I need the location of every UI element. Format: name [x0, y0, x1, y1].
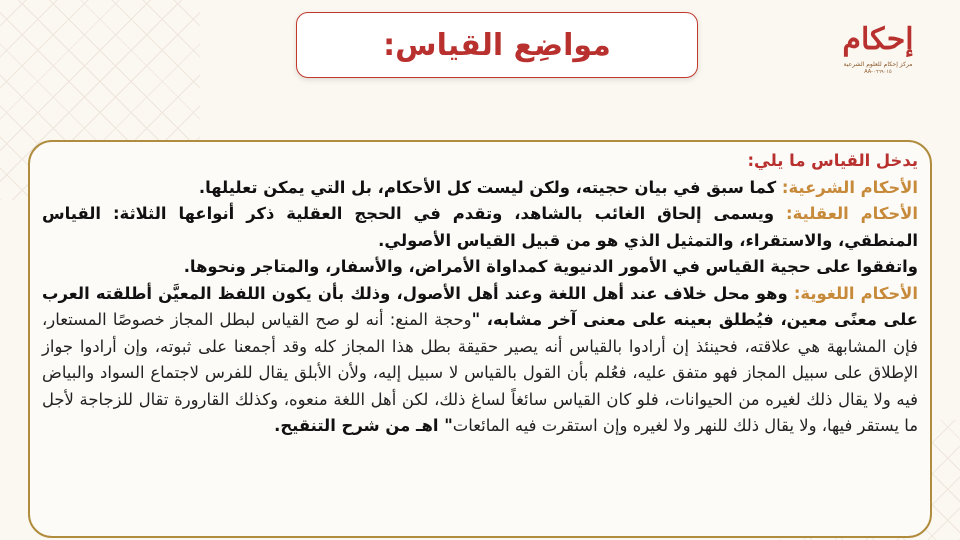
- content-heading: يدخل القياس ما يلي:: [747, 151, 918, 170]
- logo-number: AA-٠٦٦٩٠١٥: [864, 69, 892, 75]
- text-worldly-matters: واتفقوا على حجية القياس في الأمور الدنيوية كمداواة الأمراض، والأسفار، والمتاجر ونحوها.: [183, 257, 918, 276]
- label-linguistic-rulings: الأحكام اللغوية:: [793, 283, 918, 303]
- logo: [842, 20, 914, 96]
- logo-mark: إحكام: [842, 22, 914, 57]
- paragraph-linguistic-rulings: [42, 281, 918, 440]
- label-rational-rulings: الأحكام العقلية:: [786, 204, 918, 223]
- logo-subtitle: مركز إحكام للعلوم الشرعية: [843, 61, 913, 68]
- slide-title: مواضِع القياس:: [383, 27, 611, 63]
- quote-prohibition-argument: وحجة المنع: أنه لو صح القياس لبطل المجاز خصوصًا المستعار، فإن المشابهة هي علاقته، فحينئذ إن أرادوا بالقياس أنه يصير حقيقة بطل هذا المجاز كله وقد أجمعنا على ثبوته، وإن أرادوا جواز الإطلاق على سبيل المجاز فهو متفق عليه، فعُلم بأن القول بالقياس لا سبيل إليه، ولأن الأبلق يقال للفرس لاجتماع السواد والبياض فيه ولا يقال ذلك لغيره من الحيوانات، فلو كان القياس سائغاً لساغ ذلك، لكن أهل اللغة منعوه، وكذلك القارورة تقال للزجاجة لأجل ما يستقر فيها، ولا يقال ذلك للنهر ولا لغيره وإن استقرت فيه المائعات: [42, 310, 918, 435]
- paragraph-legal-rulings: [42, 175, 918, 202]
- title-box: [296, 12, 698, 78]
- paragraph-rational-rulings: [42, 201, 918, 254]
- content-box: [28, 140, 932, 538]
- quote-source: " اهـ من شرح التنقيح.: [274, 416, 453, 435]
- paragraph-worldly-matters: [42, 254, 918, 281]
- text-legal-rulings: كما سبق في بيان حجيته، ولكن ليست كل الأحكام، بل التي يمكن تعليلها.: [198, 177, 782, 197]
- content-heading-para: [42, 148, 918, 175]
- text-rational-rulings: ويسمى إلحاق الغائب بالشاهد، وتقدم في الحجج العقلية ذكر أنواعها الثلاثة: القياس المنطقي، والاستقراء، والتمثيل الذي هو من قبيل القياس الأصولي.: [42, 204, 918, 250]
- text-linguistic-rulings: وهو محل خلاف عند أهل اللغة وعند أهل الأصول، وذلك بأن يكون اللفظ المعيَّن أطلقته العرب على معنًى معين، فيُطلق بعينه على معنى آخر مشابه، ": [42, 283, 918, 329]
- label-legal-rulings: الأحكام الشرعية:: [781, 177, 918, 197]
